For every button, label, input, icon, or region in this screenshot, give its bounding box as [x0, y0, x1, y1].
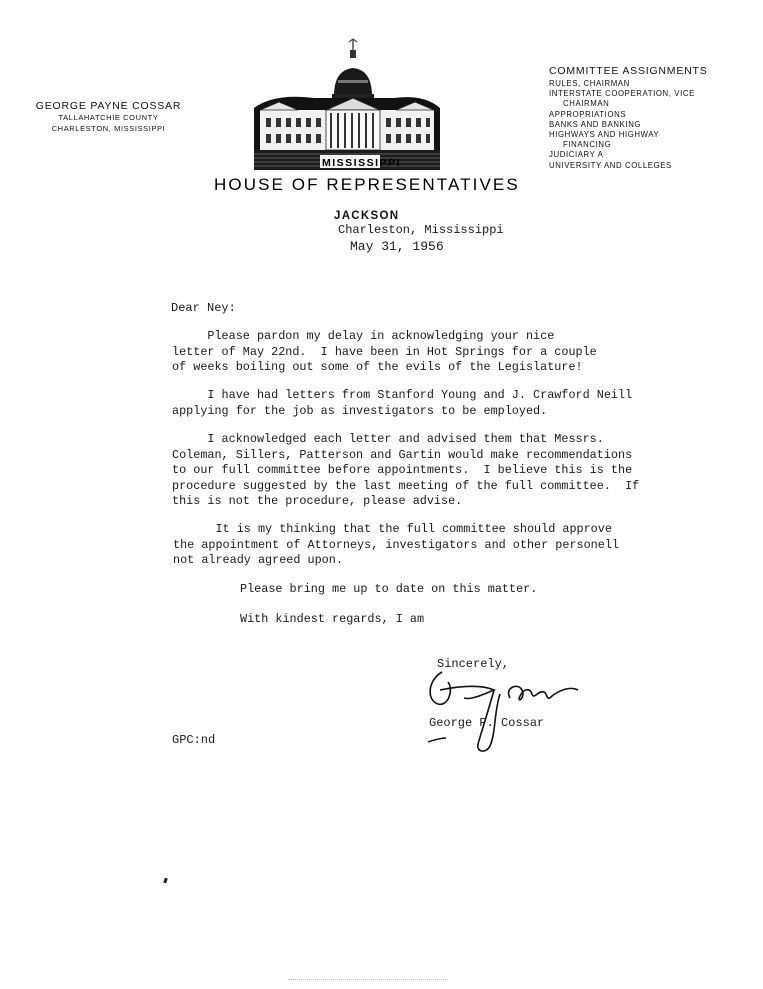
committee-item: CHAIRMAN [563, 99, 610, 109]
committee-item: JUDICIARY A [549, 150, 604, 160]
reference-initials: GPC:nd [172, 733, 216, 747]
body-paragraph: With kindest regards, I am [240, 612, 425, 626]
sender-block [31, 100, 186, 134]
committee-item: UNIVERSITY AND COLLEGES [549, 160, 672, 170]
committee-item: APPROPRIATIONS [549, 109, 627, 119]
body-paragraph: I acknowledged each letter and advised them that Messrs. Coleman, Sillers, Patterson and Gartin would make recommendations to our full committee before appointments. I believe this is the procedure suggested by the last meeting of the full committee. If this is not the procedure, please advise. [172, 432, 640, 508]
typed-signature-name: George P. Cossar [429, 716, 545, 730]
committee-item: FINANCING [563, 140, 612, 150]
committee-item: HIGHWAYS AND HIGHWAY [549, 130, 660, 140]
salutation: Dear Ney: [171, 301, 236, 315]
state-banner: MISSISSIPPI [322, 157, 401, 169]
sender-city: CHARLESTON, MISSISSIPPI [51, 124, 166, 133]
sender-name: GEORGE PAYNE COSSAR [35, 100, 182, 112]
sender-county: TALLAHATCHIE COUNTY [58, 113, 159, 122]
committee-assignments [549, 65, 754, 171]
body-paragraph: Please bring me up to date on this matter. [240, 582, 538, 596]
body-paragraph: I have had letters from Stanford Young and J. Crawford Neill applying for the job as investigators to be employed. [172, 388, 633, 418]
committee-item: INTERSTATE COOPERATION, VICE [549, 89, 695, 99]
handwritten-signature [420, 660, 585, 755]
committee-heading: COMMITTEE ASSIGNMENTS [549, 65, 708, 77]
letter-place: Charleston, Mississippi [338, 223, 504, 237]
stray-mark [163, 878, 168, 884]
faint-footer-marks [288, 979, 448, 983]
house-title: HOUSE OF REPRESENTATIVES [214, 175, 520, 194]
body-paragraph: It is my thinking that the full committee should approve the appointment of Attorneys, investigators and other personell not already agreed upon. [173, 522, 619, 567]
body-paragraph: Please pardon my delay in acknowledging your nice letter of May 22nd. I have been in Hot Springs for a couple of weeks boiling out some of the evils of the Legislature! [172, 329, 597, 374]
letter-date: May 31, 1956 [350, 239, 444, 254]
closing: Sincerely, [437, 657, 510, 671]
committee-item: RULES, CHAIRMAN [549, 79, 630, 88]
committee-item: BANKS AND BANKING [549, 119, 642, 129]
capitol-emblem [254, 38, 440, 170]
jackson-heading: JACKSON [334, 210, 400, 222]
